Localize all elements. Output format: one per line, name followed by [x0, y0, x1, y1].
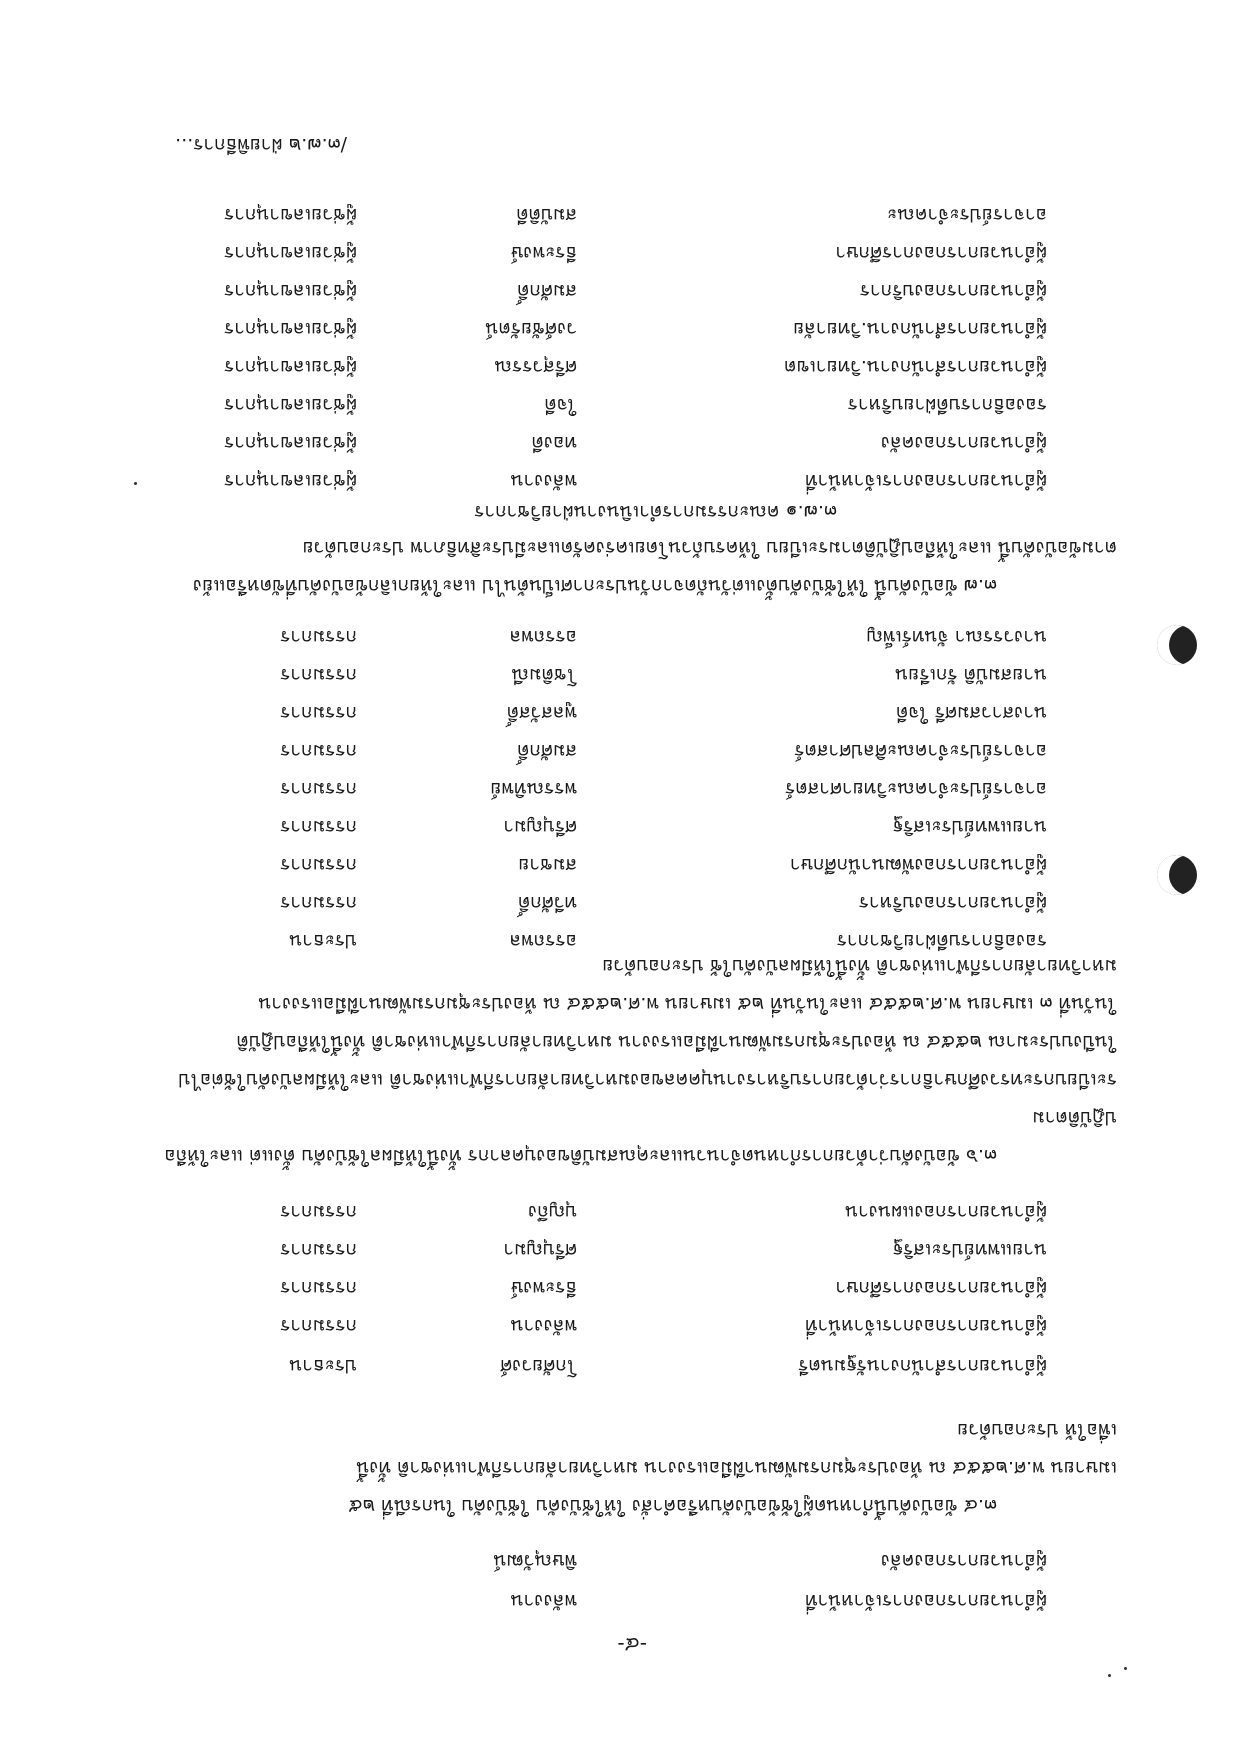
role-text: ผู้ช่วยเลขานุการ	[224, 432, 357, 454]
position-text: อาจารย์ประจำคณะวิทยาศาสตร์	[785, 778, 1047, 800]
position-text: นายแพทย์ประเสริฐ	[892, 816, 1047, 838]
page-number: -๔-	[617, 1633, 647, 1657]
position-text: ผู้อำนวยการสำนักงานรัฐมนตรี	[798, 1355, 1047, 1377]
punch-hole-mark	[1157, 855, 1197, 895]
paragraph-line: ในวันที่ ๓ เมษายน พ.ศ.๒๕๕๔ และในวันที่ ๒๕ เมษายน พ.ศ.๒๕๕๔ ณ ห้องประชุมกรมพัฒนาฝีมือแรงงาน	[258, 993, 1117, 1015]
position-text: นางวรรณา จันทร์เพ็ญ	[866, 626, 1047, 648]
name-text: ใจดี	[544, 394, 577, 416]
section-4-1	[157, 529, 1117, 605]
position-text: นางสาวสมศรี ใจดี	[895, 702, 1047, 724]
position-text: ผู้อำนวยการกองการเจ้าหน้าที่	[805, 1590, 1047, 1612]
role-text: กรรมการ	[280, 626, 357, 648]
position-text: ผู้อำนวยการกองคลัง	[880, 1550, 1047, 1572]
paragraph-line: เมษายน พ.ศ.๒๕๕๔ ณ ห้องประชุมกรมพัฒนาฝีมือแรงงาน มหาวิทยาลัยการกีฬาแห่งชาติ ทั้งนี้	[356, 1457, 1117, 1479]
role-text: ผู้ช่วยเลขานุการ	[224, 204, 357, 226]
position-text: ผู้อำนวยการกองบริหาร	[858, 892, 1047, 914]
name-text: อรรถพล	[509, 626, 577, 648]
role-text: ผู้ช่วยเลขานุการ	[224, 394, 357, 416]
name-text: ศรีบุญมา	[503, 1239, 577, 1261]
name-text: สมบัติดี	[516, 204, 577, 226]
role-text: กรรมการ	[280, 664, 357, 686]
name-text: ทวีศักดิ์	[517, 892, 577, 914]
paragraph-line: ๓.๗ ข้อบังคับนี้ ให้ใช้บังคับตั้งแต่วันถัดจากวันประกาศเป็นต้นไป และให้ยกเลิกข้อบังคับที่ขัดหรือแย้ง	[192, 575, 997, 597]
role-text: กรรมการ	[280, 1315, 357, 1337]
position-text: ผู้อำนวยการกองพัฒนานักศึกษา	[789, 854, 1047, 876]
role-text: กรรมการ	[280, 816, 357, 838]
role-text: กรรมการ	[280, 740, 357, 762]
position-text: ผู้อำนวยการกองบริการ	[859, 280, 1047, 302]
name-text: ธีระพงษ์	[510, 242, 577, 264]
position-text: ผู้อำนวยการสำนักงาน.วิทยาลัย	[793, 318, 1047, 340]
paragraph-line: ๓.๔ ข้อบังคับนี้กำหนดผู้ใช้ข้อบังคับหรือคำสั่ง ให้ใช้บังคับ ใช้บังคับ ในกรณีที่ ๒๕	[348, 1495, 997, 1517]
position-text: นายสมบัติ รักเรียน	[895, 664, 1047, 686]
paragraph-line: ตามข้อบังคับนี้ และให้ถือปฏิบัติตามระเบียบ ให้ครบถ้วนโดยเคร่งครัดและมีประสิทธิภาพ ประกอบด้วย	[302, 537, 1117, 559]
name-text: โชติมณี	[511, 664, 577, 686]
paragraph-line: มหาวิทยาลัยการกีฬาแห่งชาติ ทั้งนี้ให้มีผลบังคับใช้ ประกอบด้วย	[602, 955, 1117, 977]
scan-speck	[134, 482, 137, 485]
name-text: ธีระพงษ์	[510, 1277, 577, 1299]
scan-speck	[1124, 1667, 1127, 1670]
role-text: กรรมการ	[280, 854, 357, 876]
position-text: นายแพทย์ประเสริฐ	[892, 1239, 1047, 1261]
role-text: ผู้ช่วยเลขานุการ	[224, 470, 357, 492]
scan-speck	[1108, 1674, 1111, 1677]
punch-hole-mark	[1157, 625, 1197, 665]
name-text: พลังงาน	[510, 1590, 577, 1612]
position-text: ผู้อำนวยการกองแผนงาน	[845, 1201, 1047, 1223]
role-text: ผู้ช่วยเลขานุการ	[224, 280, 357, 302]
role-text: ผู้ช่วยเลขานุการ	[224, 318, 357, 340]
position-text: รองอธิการบดีฝ่ายบริหาร	[847, 394, 1047, 416]
name-text: วงศ์ชัยรัตน์	[485, 318, 577, 340]
name-text: พลังงาน	[510, 1315, 577, 1337]
position-text: อาจารย์ประจำคณะศิลปศาสตร์	[794, 740, 1047, 762]
name-text: พูลสวัสดิ์	[506, 702, 577, 724]
role-text: กรรมการ	[280, 892, 357, 914]
name-text: ทองดี	[531, 432, 577, 454]
section-heading: ๓.๗.๑ คณะกรรมการดำเนินงานฝ่ายวิชาการ	[474, 501, 837, 523]
name-text: สมศักดิ์	[516, 280, 577, 302]
name-text: สมชาย	[518, 854, 577, 876]
name-text: โกศัยวงศ์	[500, 1355, 577, 1377]
continuation-footer: /๓.๗.๒ ฝ่ายพิธีการ...	[175, 134, 347, 156]
paragraph-line: ในปีงบประมาณ ๒๕๕๔ ณ ห้องประชุมกรมพัฒนาฝีมือแรงงาน มหาวิทยาลัยการกีฬาแห่งชาติ ทั้งนี้ให้ถือปฏิบัติ	[236, 1031, 1117, 1053]
name-text: พรรณทิพย์	[490, 778, 577, 800]
position-text: ผู้อำนวยการกองการเจ้าหน้าที่	[805, 1315, 1047, 1337]
paragraph-line: ๓.๖ ข้อบังคับว่าด้วยการกำหนดจำนวนและคุณสมบัติของบุคลากร ทั้งนี้ให้มีผลใช้บังคับ ตั้งแต่ และให้ถือปฏิบัติตาม	[164, 1107, 1117, 1167]
section-4-3	[157, 1411, 1117, 1525]
paragraph-line: เพื่อให้ ประกอบด้วย	[957, 1419, 1117, 1441]
name-text: บุญถึง	[527, 1201, 577, 1223]
position-text: ผู้อำนวยการสำนักงาน.วิทยาเขต	[784, 356, 1047, 378]
position-text: ผู้อำนวยการกองคลัง	[880, 432, 1047, 454]
name-text: พลังงาน	[510, 470, 577, 492]
name-text: พิษณุวัฒน์	[493, 1550, 577, 1572]
position-text: ผู้อำนวยการกองการเจ้าหน้าที่	[805, 470, 1047, 492]
paragraph-line: ระเบียบกระทรวงศึกษาธิการว่าด้วยการบริหารงานบุคคลของมหาวิทยาลัยการกีฬาแห่งชาติ และให้มีผลบังคับใช้ต่อไป	[178, 1069, 1117, 1091]
role-text: ผู้ช่วยเลขานุการ	[224, 356, 357, 378]
position-text: อาจารย์ประจำคณะ	[886, 204, 1047, 226]
position-text: ผู้อำนวยการกองการศึกษา	[835, 242, 1047, 264]
section-4-2	[157, 947, 1117, 1175]
role-text: กรรมการ	[280, 1239, 357, 1261]
role-text: ผู้ช่วยเลขานุการ	[224, 242, 357, 264]
name-text: อรรถพล	[509, 930, 577, 952]
role-text: กรรมการ	[280, 1277, 357, 1299]
name-text: สมศักดิ์	[516, 740, 577, 762]
position-text: รองอธิการบดีฝ่ายวิชาการ	[836, 930, 1047, 952]
role-text: กรรมการ	[280, 702, 357, 724]
name-text: ศรีสุวรรณ	[494, 356, 577, 378]
role-text: กรรมการ	[280, 1201, 357, 1223]
role-text: ประธาน	[289, 1355, 357, 1377]
role-text: กรรมการ	[280, 778, 357, 800]
role-text: ประธาน	[289, 930, 357, 952]
position-text: ผู้อำนวยการกองการศึกษา	[835, 1277, 1047, 1299]
name-text: ศรีบุญมา	[503, 816, 577, 838]
